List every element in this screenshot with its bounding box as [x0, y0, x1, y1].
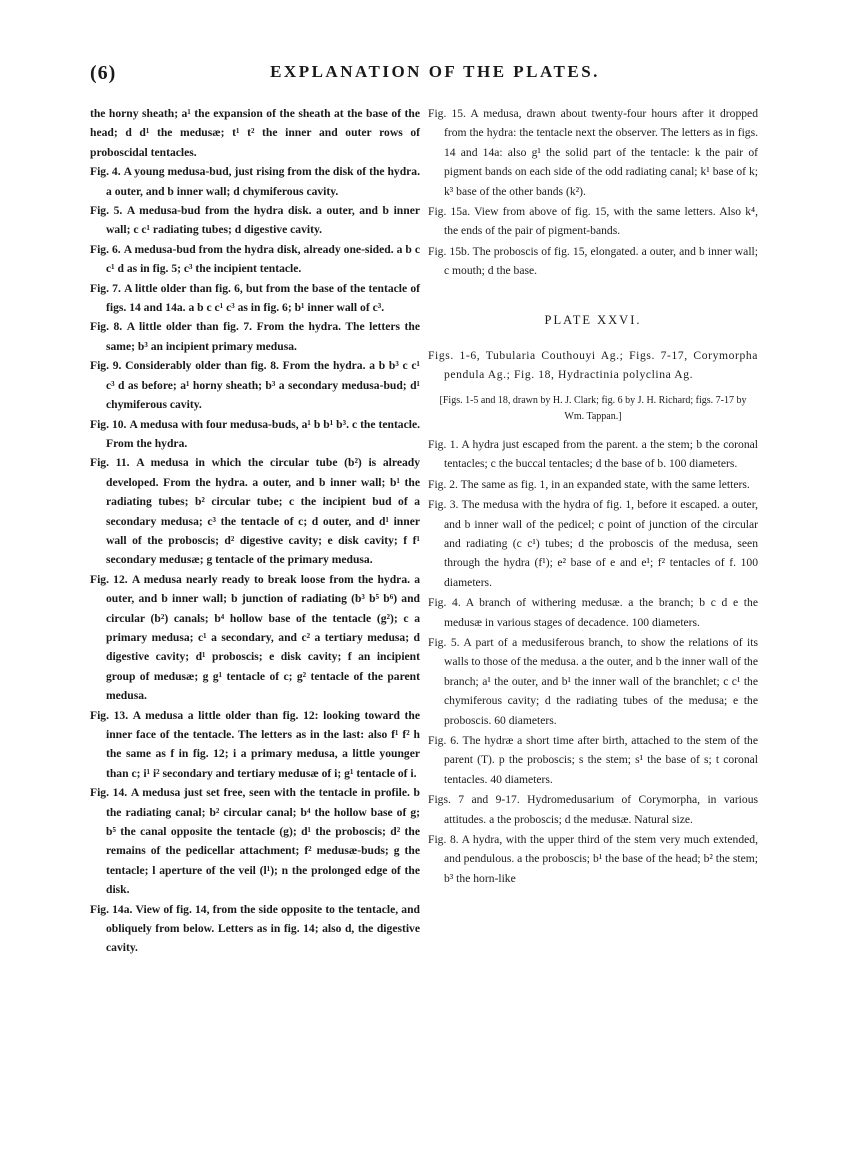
figure-description: A little older than fig. 6, but from the base of the tentacle of figs. 14 and 14a. a b c c¹ c³ as in fig. 6; b¹ inner wall of c³. — [106, 281, 420, 315]
running-title: EXPLANATION OF THE PLATES. — [270, 62, 600, 81]
right-entries-before — [428, 104, 758, 281]
figure-description: Hydromedusarium of Corymorpha, in various attitudes. a the proboscis; d the medusæ. Natural size. — [444, 793, 759, 826]
figure-label: Fig. 15b. — [428, 244, 470, 258]
left-entries — [90, 162, 420, 958]
figure-label: Fig. 13. — [90, 708, 129, 722]
figure-entry — [90, 356, 420, 414]
figure-description: View of fig. 14, from the side opposite to the tentacle, and obliquely from below. Letters as in fig. 14; also d, the digestive cavity. — [106, 902, 420, 955]
right-column — [428, 104, 758, 888]
continuation-paragraph: the horny sheath; a¹ the expansion of the sheath at the base of the head; d d¹ the medusæ; t¹ t² the inner and outer rows of proboscidal tentacles. — [90, 107, 420, 159]
figure-label: Fig. 2. — [428, 477, 458, 491]
figure-label: Fig. 8. — [428, 833, 459, 846]
left-column — [90, 104, 420, 958]
figure-entry — [428, 790, 758, 829]
page-header — [90, 62, 780, 90]
figure-label: Fig. 7. — [90, 281, 121, 295]
figure-label: Fig. 1. — [428, 437, 459, 451]
figure-entry — [428, 633, 758, 730]
figure-entry — [90, 900, 420, 958]
right-entries-after — [428, 435, 758, 888]
figure-label: Fig. 6. — [428, 733, 459, 747]
figure-description: The medusa with the hydra of fig. 1, before it escaped. a outer, and b inner wall of the pedicel; c point of junction of the circular and radiating (c c¹) tubes; d the proboscis of the medusa, seen through the hydra (f¹); e² base of e and e¹; f² tentacles of f. 100 diameters. — [444, 498, 759, 589]
figure-description: A branch of withering medusæ. a the branch; b c d e the medusæ in various stages of decadence. 100 diameters. — [444, 596, 758, 629]
figure-description: A medusa in which the circular tube (b²) is already developed. From the hydra. a outer, and b inner wall; b¹ the radiating tubes; b² circular tube; c the incipient bud of a secondary medusa; c³ the tentacle of c; d outer, and d¹ inner wall of the proboscis; d² digestive cavity; e disk cavity; f f¹ secondary medusæ; g tentacle of the primary medusa. — [106, 456, 421, 567]
figure-description: A hydra, with the upper third of the stem very much extended, and pendulous. a the proboscis; b¹ the base of the head; b² the stem; b³ the horn-like — [444, 833, 758, 885]
figure-entry — [428, 435, 758, 474]
figure-label: Fig. 10. — [90, 417, 127, 431]
figure-entry — [90, 317, 420, 356]
figure-entry — [90, 783, 420, 899]
figure-label: Fig. 14a. — [90, 902, 133, 916]
figure-description: A medusa-bud from the hydra disk. a outer, and b inner wall; c c¹ radiating tubes; d digestive cavity. — [106, 204, 420, 237]
figure-entry — [428, 495, 758, 592]
figure-entry — [90, 279, 420, 318]
figure-entry — [428, 104, 758, 201]
figure-label: Fig. 8. — [90, 320, 123, 334]
figure-label: Fig. 9. — [90, 359, 122, 373]
figure-description: A young medusa-bud, just rising from the disk of the hydra. a outer, and b inner wall; d chymiferous cavity. — [106, 165, 420, 198]
figure-entry — [90, 201, 420, 240]
figure-description: A medusa with four medusa-buds, a¹ b b¹ b³. c the tentacle. From the hydra. — [106, 417, 421, 450]
figure-label: Fig. 15. — [428, 107, 466, 120]
figure-description: A hydra just escaped from the parent. a the stem; b the coronal tentacles; c the buccal tentacles; d the base of b. 100 diameters. — [444, 437, 758, 471]
figure-entry — [428, 731, 758, 789]
figure-label: Fig. 3. — [428, 498, 459, 512]
figure-label: Figs. 7 and 9-17. — [428, 793, 520, 807]
figure-description: A little older than fig. 7. From the hydra. The letters the same; b³ an incipient primary medusa. — [106, 320, 421, 353]
figure-entry — [90, 240, 420, 279]
figure-label: Fig. 5. — [90, 204, 123, 218]
figure-entry — [90, 415, 420, 454]
figure-label: Fig. 4. — [428, 596, 461, 610]
figure-description: A medusa just set free, seen with the tentacle in profile. b the radiating canal; b² circular canal; b⁴ the hollow base of g; b⁵ the canal opposite the tentacle (g); d¹ the proboscis; d² the remains of the pedicellar attachment; f² medusæ-buds; g the tentacle; l aperture of the veil (l¹); n the prolonged edge of the disk. — [106, 786, 420, 897]
figure-entry — [428, 242, 758, 281]
figure-description: A medusa nearly ready to break loose from the hydra. a outer, and b inner wall; b junction of radiating (b³ b⁵ b⁶) and circular (b²) canals; b⁴ hollow base of the tentacle (g²); c a primary medusa; c¹ a secondary, and c² a tertiary medusa; d digestive cavity; d¹ proboscis; e disk cavity; f an incipient group of medusæ; g g¹ tentacle of c; g² tentacle of the parent medusa. — [106, 572, 420, 703]
figure-label: Fig. 15a. — [428, 205, 471, 219]
figure-entry — [428, 830, 758, 888]
plate-species: Figs. 1-6, Tubularia Couthouyi Ag.; Figs. 7-17, Corymorpha pendula Ag.; Fig. 18, Hydractinia polyclina Ag. — [428, 349, 758, 382]
plate-credits: [Figs. 1-5 and 18, drawn by H. J. Clark; fig. 6 by J. H. Richard; figs. 7-17 by Wm. Tappan.] — [439, 394, 747, 422]
figure-description: A medusa-bud from the hydra disk, already one-sided. a b c c¹ d as in fig. 5; c³ the incipient tentacle. — [106, 242, 421, 276]
figure-entry — [90, 162, 420, 201]
figure-description: The hydræ a short time after birth, attached to the stem of the parent (T). p the proboscis; s the stem; s¹ the base of s; t coronal tentacles. 40 diameters. — [444, 733, 758, 786]
figure-label: Fig. 5. — [428, 635, 460, 649]
figure-label: Fig. 11. — [90, 456, 130, 470]
figure-entry — [428, 475, 758, 494]
figure-label: Fig. 12. — [90, 572, 128, 586]
figure-entry — [90, 570, 420, 706]
figure-description: View from above of fig. 15, with the same letters. Also k⁴, the ends of the pair of pigment-bands. — [444, 205, 758, 238]
page-number: (6) — [90, 62, 117, 84]
figure-description: The proboscis of fig. 15, elongated. a outer, and b inner wall; c mouth; d the base. — [444, 244, 758, 278]
plate-title: PLATE XXVI. — [544, 312, 642, 327]
figure-description: The same as fig. 1, in an expanded state, with the same letters. — [460, 477, 750, 491]
figure-description: A medusa, drawn about twenty-four hours after it dropped from the hydra: the tentacle next the observer. The letters as in figs. 14 and 14a: also g¹ the solid part of the tentacle: k the pair of pigment bands on each side of the odd radiating canal; k¹ base of k; k³ base of the other bands (k²). — [444, 107, 758, 198]
figure-entry — [90, 706, 420, 784]
figure-entry — [428, 593, 758, 632]
figure-label: Fig. 6. — [90, 242, 121, 256]
figure-description: A part of a medusiferous branch, to show the relations of its walls to those of the medusa. a the outer, and b the inner wall of the branch; a¹ the outer, and b¹ the inner wall of the branchlet; c c¹ the chymiferous cavity; d the radiating tubes of the medusa; e the proboscis. 60 diameters. — [444, 635, 758, 727]
figure-description: Considerably older than fig. 8. From the hydra. a b b³ c c¹ c³ d as before; a¹ horny sheath; b³ a secondary medusa-bud; d¹ chymiferous cavity. — [106, 359, 420, 412]
figure-entry — [428, 202, 758, 241]
figure-description: A medusa a little older than fig. 12: looking toward the inner face of the tentacle. The letters as in the last: also f¹ f² h the same as f in fig. 12; i a primary medusa, a little younger than c; i¹ i² secondary and tertiary medusæ of i; g¹ tentacle of i. — [106, 708, 420, 780]
figure-entry — [90, 453, 420, 569]
figure-label: Fig. 4. — [90, 165, 121, 179]
figure-label: Fig. 14. — [90, 786, 128, 800]
